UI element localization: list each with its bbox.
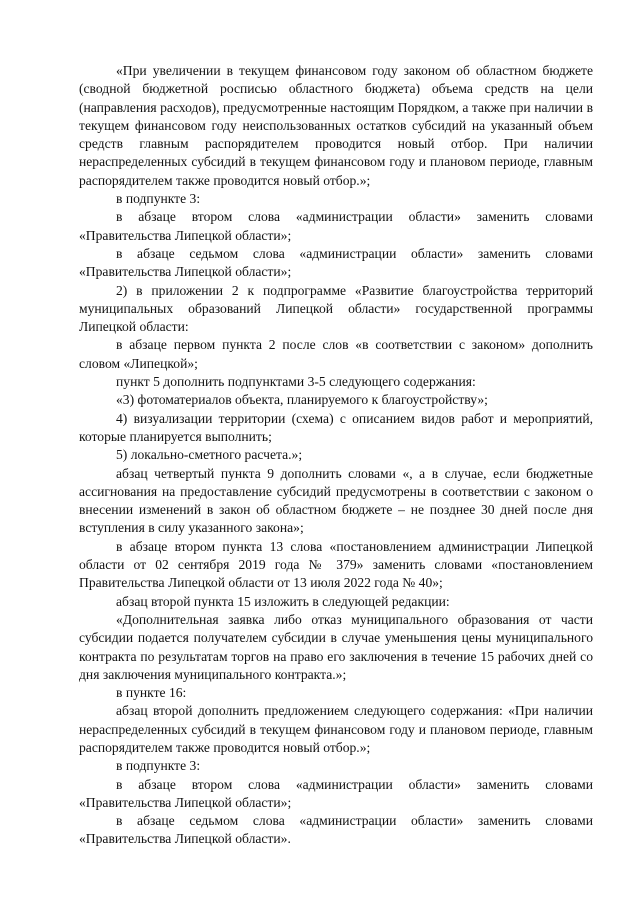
paragraph: в подпункте 3: bbox=[116, 191, 201, 207]
paragraph: в абзаце седьмом слова «администрации области» заменить словами «Правительства Липецкой области». bbox=[79, 813, 593, 847]
paragraph: в абзаце втором слова «администрации области» заменить словами «Правительства Липецкой области»; bbox=[79, 209, 593, 243]
paragraph: пункт 5 дополнить подпунктами 3-5 следующего содержания: bbox=[116, 374, 476, 390]
paragraph: в абзаце седьмом слова «администрации области» заменить словами «Правительства Липецкой области»; bbox=[79, 245, 593, 280]
paragraph: 2) в приложении 2 к подпрограмме «Развитие благоустройства территорий муниципальных образований Липецкой области» государственной программы Липецкой области: bbox=[79, 282, 593, 335]
paragraph: в пункте 16: bbox=[116, 685, 187, 701]
paragraph: абзац второй дополнить предложением следующего содержания: «При наличии нераспределенных субсидий в текущем финансовом году и плановом периоде, главным распорядителем также проводится новый отбор.»; bbox=[79, 703, 593, 755]
paragraph: в абзаце втором слова «администрации области» заменить словами «Правительства Липецкой области»; bbox=[79, 776, 593, 810]
paragraph: «Дополнительная заявка либо отказ муниципального образования от части субсидии подается получателем субсидии в случае уменьшения цены муниципального контракта по результатам торгов на право его заключения в течение 15 рабочих дней со дня заключения муниципального контракта.»; bbox=[79, 611, 593, 682]
paragraph: «3) фотоматериалов объекта, планируемого к благоустройству»; bbox=[116, 392, 488, 408]
paragraph: 5) локально-сметного расчета.»; bbox=[116, 447, 303, 463]
paragraph: в подпункте 3: bbox=[116, 758, 201, 774]
paragraph: «При увеличении в текущем финансовом году законом об областном бюджете (сводной бюджетной росписью областного бюджета) объема средств на цели (направления расходов), предусмотренные настоящим Порядком, а также при наличии в текущем финансовом году неиспользованных остатков субсидий на указанный объем средств главным распорядителем проводится новый отбор. При наличии нераспределенных субсидий в текущем финансовом году и плановом периоде, главным распорядителем также проводится новый отбор.»; bbox=[79, 63, 593, 188]
paragraph: в абзаце первом пункта 2 после слов «в соответствии с законом» дополнить словом «Липецкой»; bbox=[79, 337, 593, 371]
paragraph: 4) визуализации территории (схема) с описанием видов работ и мероприятий, которые планируется выполнить; bbox=[79, 410, 593, 444]
paragraph: абзац второй пункта 15 изложить в следующей редакции: bbox=[116, 593, 450, 609]
paragraph: в абзаце втором пункта 13 слова «постановлением администрации Липецкой области от 02 сентября 2019 года № 379» заменить словами «постановлением Правительства Липецкой области от 13 июля 2022 года № 40»; bbox=[79, 538, 593, 591]
paragraph: абзац четвертый пункта 9 дополнить словами «, а в случае, если бюджетные ассигнования на предоставление субсидий предусмотрены в соответствии с законом о внесении изменений в закон об областном бюджете – не позднее 30 дней после дня вступления в силу указанного закона»; bbox=[79, 465, 593, 536]
